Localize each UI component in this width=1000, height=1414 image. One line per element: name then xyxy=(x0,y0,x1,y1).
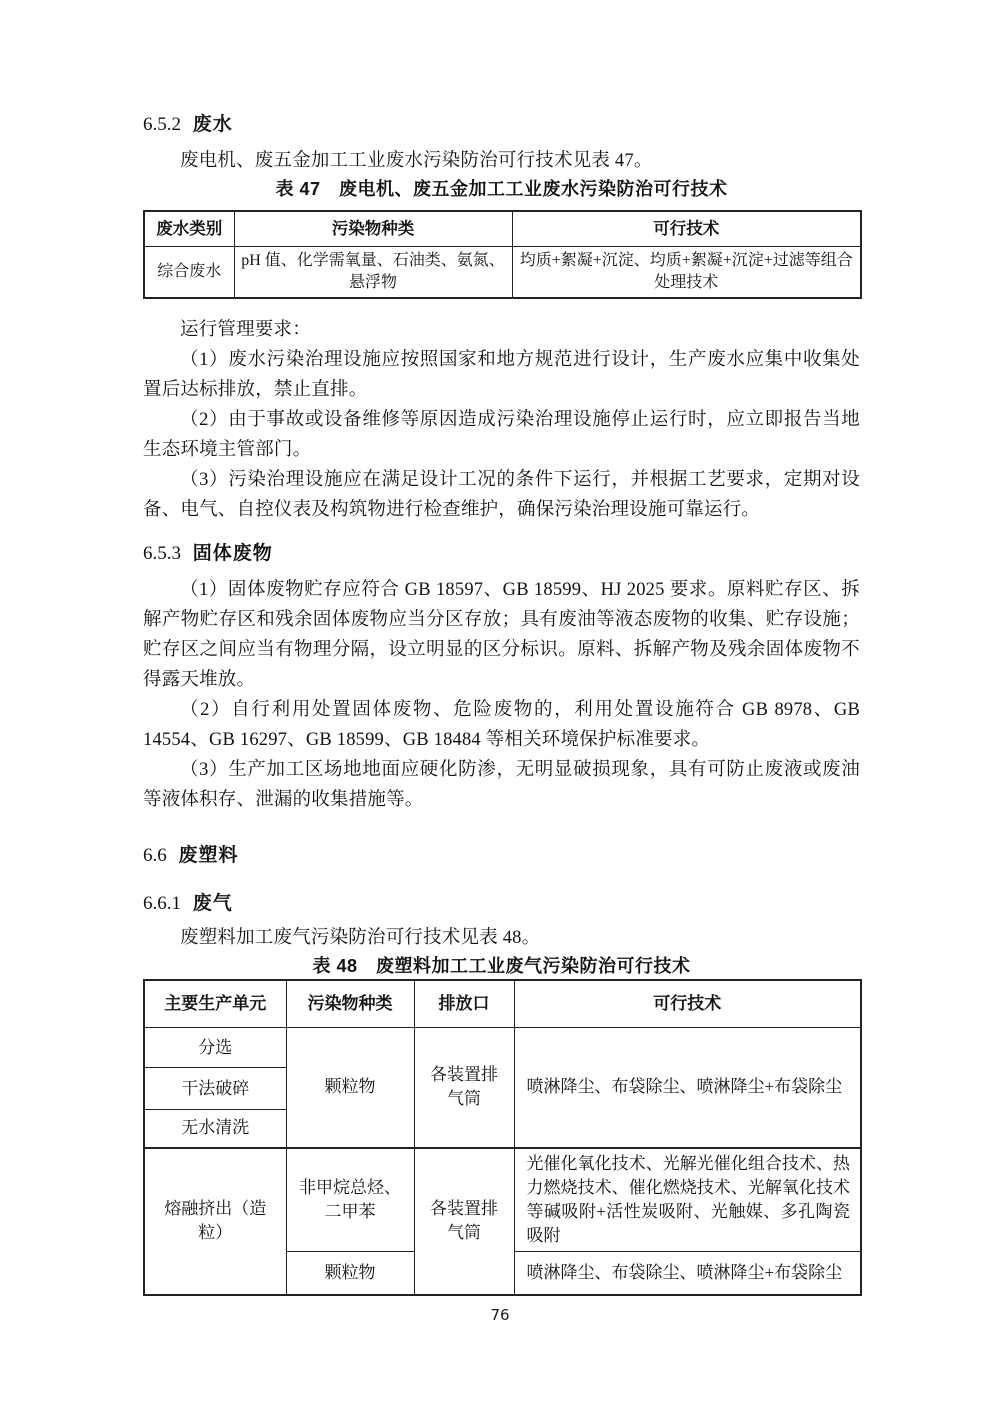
table48-cell-unit-waterless-cleaning: 无水清洗 xyxy=(144,1110,286,1148)
table48-header-unit: 主要生产单元 xyxy=(144,980,286,1028)
paragraph-mgmt-3: （3）污染治理设施应在满足设计工况的条件下运行，并根据工艺要求，定期对设备、电气、自控仪表及构筑物进行检查维护，确保污染治理设施可靠运行。 xyxy=(143,470,860,520)
section-number: 6.6.1 xyxy=(143,893,181,914)
section-heading-6-5-2 xyxy=(143,112,860,138)
page-number: 76 xyxy=(490,1306,510,1324)
table48-cell-unit-dry-crushing: 干法破碎 xyxy=(144,1068,286,1110)
section-heading-6-5-3 xyxy=(143,541,860,567)
paragraph-mgmt-2: （2）由于事故或设备维修等原因造成污染治理设施停止运行时，应立即报告当地生态环境主管部门。 xyxy=(143,410,860,460)
table48-header-technology: 可行技术 xyxy=(514,980,861,1028)
table48-row-sorting xyxy=(144,1028,861,1068)
table48-cell-voc-pollutant: 非甲烷总烃、二甲苯 xyxy=(286,1148,414,1252)
table48 xyxy=(143,979,862,1296)
section-number: 6.5.3 xyxy=(143,543,181,564)
table47-cell-category: 综合废水 xyxy=(144,247,234,299)
page-content xyxy=(143,0,860,1296)
table48-cell-group2-outlet: 各装置排气筒 xyxy=(414,1148,514,1296)
table47-row xyxy=(144,247,861,299)
section-heading-6-6 xyxy=(143,843,860,869)
table48-cell-group1-technology: 喷淋降尘、布袋除尘、喷淋降尘+布袋除尘 xyxy=(514,1028,861,1148)
table47-header-row xyxy=(144,211,861,247)
paragraph-solid-3: （3）生产加工区场地地面应硬化防渗，无明显破损现象，具有可防止废液或废油等液体积存、泄漏的收集措施等。 xyxy=(143,760,860,810)
paragraph-mgmt-1: （1）废水污染治理设施应按照国家和地方规范进行设计，生产废水应集中收集处置后达标排放，禁止直排。 xyxy=(143,350,860,400)
table48-row-extrusion-voc xyxy=(144,1148,861,1252)
paragraph-solid-2: （2）自行利用处置固体废物、危险废物的，利用处置设施符合 GB 8978、GB 14554、GB 16297、GB 18599、GB 18484 等相关环境保护标准要求。 xyxy=(143,700,860,750)
paragraph-intro-table47: 废电机、废五金加工工业废水污染防治可行技术见表 47。 xyxy=(180,151,653,171)
table48-cell-particulate-technology: 喷淋降尘、布袋除尘、喷淋降尘+布袋除尘 xyxy=(514,1251,861,1295)
section-title: 固体废物 xyxy=(192,543,273,564)
section-heading-6-6-1 xyxy=(143,891,860,917)
table48-header-row xyxy=(144,980,861,1028)
section-title: 废水 xyxy=(192,114,233,135)
table48-cell-voc-technology: 光催化氧化技术、光解光催化组合技术、热力燃烧技术、催化燃烧技术、光解氧化技术等碱吸附+活性炭吸附、光触媒、多孔陶瓷吸附 xyxy=(514,1148,861,1252)
section-number: 6.6 xyxy=(143,845,167,866)
table48-cell-group1-outlet: 各装置排气筒 xyxy=(414,1028,514,1148)
paragraph-solid-1: （1）固体废物贮存应符合 GB 18597、GB 18599、HJ 2025 要求。原料贮存区、拆解产物贮存区和残余固体废物应当分区存放；具有废油等液态废物的收集、贮存设施；贮存区之间应当有物理分隔，设立明显的区分标识。原料、拆解产物及残余固体废物不得露天堆放。 xyxy=(143,580,860,690)
table47-header-technology: 可行技术 xyxy=(512,211,861,247)
table48-cell-unit-sorting: 分选 xyxy=(144,1028,286,1068)
table48-header-outlet: 排放口 xyxy=(414,980,514,1028)
table48-cell-particulate-pollutant: 颗粒物 xyxy=(286,1251,414,1295)
table47-header-category: 废水类别 xyxy=(144,211,234,247)
table48-cell-group1-pollutant: 颗粒物 xyxy=(286,1028,414,1148)
table48-header-pollutant: 污染物种类 xyxy=(286,980,414,1028)
table47-cell-pollutants: pH 值、化学需氧量、石油类、氨氮、悬浮物 xyxy=(234,247,512,299)
table48-caption: 表 48 废塑料加工工业废气污染防治可行技术 xyxy=(312,956,691,976)
table48-cell-unit-extrusion: 熔融挤出（造粒） xyxy=(144,1148,286,1296)
table47-header-pollutants: 污染物种类 xyxy=(234,211,512,247)
table47-caption: 表 47 废电机、废五金加工工业废水污染防治可行技术 xyxy=(275,179,728,199)
table47-cell-technology: 均质+絮凝+沉淀、均质+絮凝+沉淀+过滤等组合处理技术 xyxy=(512,247,861,299)
paragraph-mgmt-title: 运行管理要求： xyxy=(180,320,311,340)
paragraph-intro-table48: 废塑料加工废气污染防治可行技术见表 48。 xyxy=(180,928,541,948)
table47 xyxy=(143,210,862,299)
section-title: 废气 xyxy=(192,893,233,914)
section-title: 废塑料 xyxy=(178,845,239,866)
section-number: 6.5.2 xyxy=(143,114,181,135)
